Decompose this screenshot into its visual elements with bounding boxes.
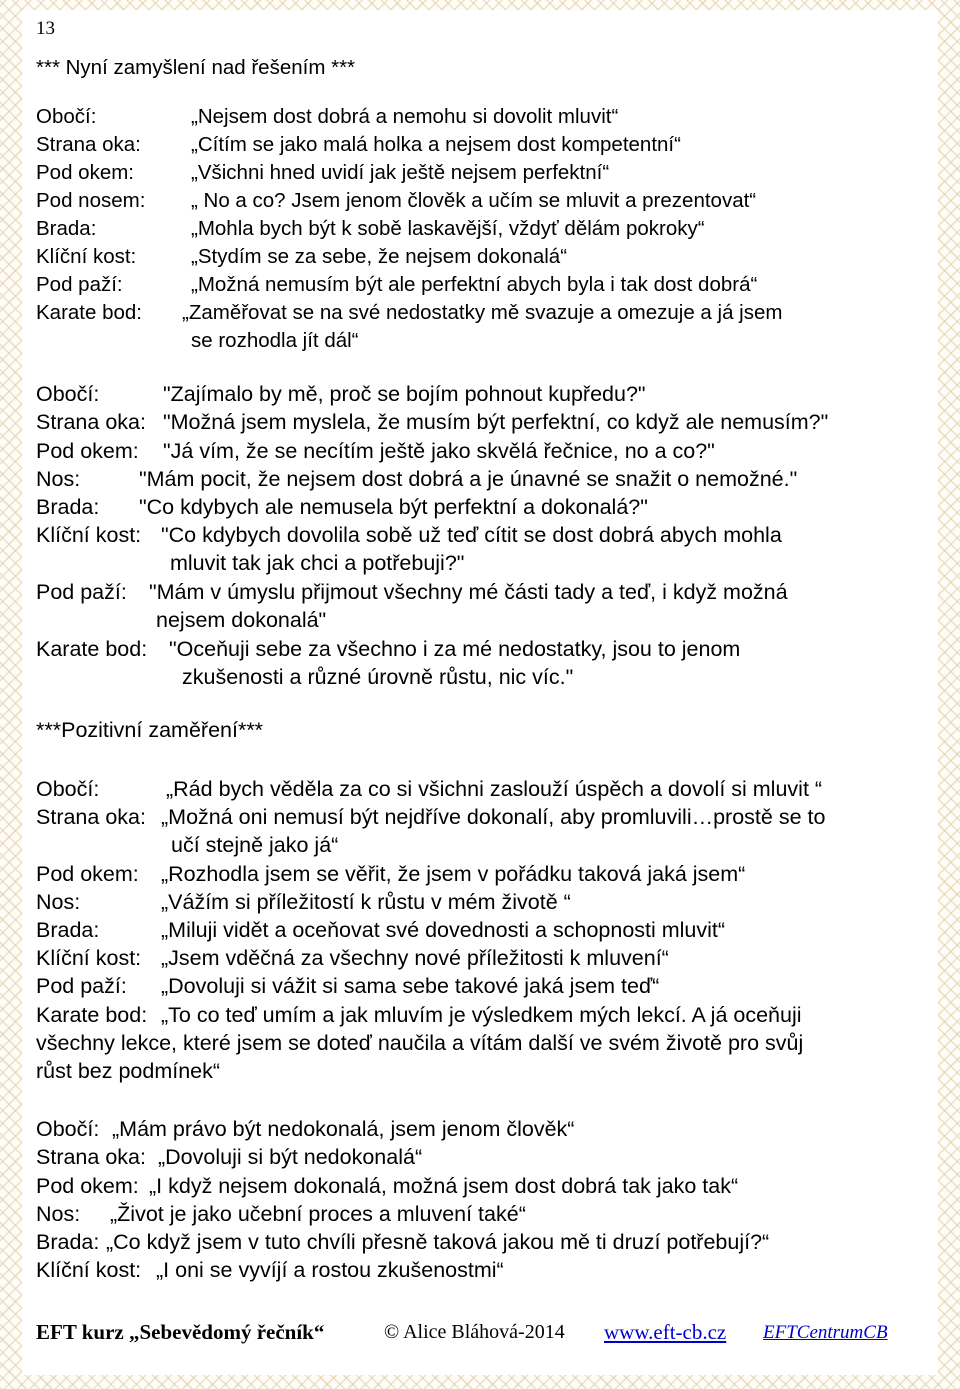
page-footer [36, 1320, 916, 1354]
affirmation-text-continued: se rozhodla jít dál“ [191, 329, 359, 352]
point-label: Nos: [36, 1202, 81, 1226]
document-page [22, 10, 938, 1375]
affirmation-text: "Zajímalo by mě, proč se bojím pohnout kupředu?" [163, 382, 646, 406]
affirmation-text-continued: nejsem dokonalá" [156, 608, 327, 632]
point-label: Nos: [36, 467, 81, 491]
point-label: Nos: [36, 890, 81, 914]
course-title: EFT kurz „Sebevědomý řečník“ [36, 1320, 325, 1344]
page-number: 13 [36, 18, 55, 39]
website-link[interactable]: www.eft-cb.cz [604, 1320, 727, 1344]
point-label: Klíční kost: [36, 245, 137, 268]
affirmation-text: „To co teď umím a jak mluvím je výsledkem mých lekcí. A já oceňuji [161, 1003, 802, 1027]
affirmation-text-continued: učí stejně jako já“ [171, 833, 339, 857]
affirmation-text: „Všichni hned uvidí jak ještě nejsem perfektní“ [191, 161, 610, 184]
point-label: Pod paží: [36, 273, 123, 296]
point-label: Obočí: [36, 105, 97, 128]
point-label: Pod nosem: [36, 189, 146, 212]
point-label: Obočí: [36, 1117, 100, 1141]
affirmation-text: „Zaměřovat se na své nedostatky mě svazuje a omezuje a já jsem [182, 301, 783, 324]
point-label: Karate bod: [36, 1003, 148, 1027]
affirmation-text-continued: růst bez podmínek“ [36, 1059, 221, 1083]
point-label: Klíční kost: [36, 1258, 142, 1282]
point-label: Pod okem: [36, 439, 139, 463]
point-label: Pod okem: [36, 1174, 139, 1198]
affirmation-text: „Možná oni nemusí být nejdříve dokonalí, aby promluvili…prostě se to [161, 805, 826, 829]
affirmation-text-continued: všechny lekce, které jsem se doteď naučila a vítám další ve svém životě pro svůj [36, 1031, 804, 1055]
point-label: Brada: [36, 918, 100, 942]
point-label: Strana oka: [36, 133, 141, 156]
affirmation-text: "Možná jsem myslela, že musím být perfektní, co když ale nemusím?" [163, 410, 829, 434]
affirmation-text: "Já vím, že se necítím ještě jako skvělá řečnice, no a co?" [163, 439, 715, 463]
section-heading-positive: ***Pozitivní zaměření*** [36, 718, 264, 742]
point-label: Obočí: [36, 382, 100, 406]
affirmation-text-continued: mluvit tak jak chci a potřebuji?" [170, 551, 465, 575]
affirmation-text: „Mám právo být nedokonalá, jsem jenom člověk“ [112, 1117, 575, 1141]
facebook-link[interactable]: EFTCentrumCB [763, 1322, 888, 1343]
affirmation-text: „Mohla bych být k sobě laskavější, vždyť dělám pokroky“ [191, 217, 705, 240]
section-heading-solution: *** Nyní zamyšlení nad řešením *** [36, 56, 356, 79]
affirmation-text: „Nejsem dost dobrá a nemohu si dovolit mluvit“ [191, 105, 619, 128]
affirmation-text: „Cítím se jako malá holka a nejsem dost kompetentní“ [191, 133, 681, 156]
affirmation-text: „ No a co? Jsem jenom člověk a učím se mluvit a prezentovat“ [191, 189, 757, 212]
point-label: Strana oka: [36, 1145, 146, 1169]
point-label: Karate bod: [36, 637, 148, 661]
affirmation-text: "Co kdybych ale nemusela být perfektní a dokonalá?" [139, 495, 648, 519]
affirmation-text: „Možná nemusím být ale perfektní abych byla i tak dost dobrá“ [191, 273, 758, 296]
point-label: Brada: [36, 217, 97, 240]
affirmation-text: "Oceňuji sebe za všechno i za mé nedostatky, jsou to jenom [169, 637, 741, 661]
affirmation-text: „Miluji vidět a oceňovat své dovednosti a schopnosti mluvit“ [161, 918, 726, 942]
affirmation-text: „Co když jsem v tuto chvíli přesně taková jakou mě ti druzí potřebují?“ [106, 1230, 770, 1254]
point-label: Pod okem: [36, 862, 139, 886]
affirmation-text: „Vážím si příležitostí k růstu v mém životě “ [161, 890, 571, 914]
affirmation-text: "Mám pocit, že nejsem dost dobrá a je únavné se snažit o nemožné." [139, 467, 798, 491]
affirmation-text: „I když nejsem dokonalá, možná jsem dost dobrá tak jako tak“ [149, 1174, 739, 1198]
point-label: Karate bod: [36, 301, 142, 324]
affirmation-text: "Co kdybych dovolila sobě už teď cítit se dost dobrá abych mohla [161, 523, 782, 547]
affirmation-text: „Jsem vděčná za všechny nové příležitosti k mluvení“ [161, 946, 669, 970]
point-label: Strana oka: [36, 410, 146, 434]
point-label: Klíční kost: [36, 946, 142, 970]
point-label: Pod okem: [36, 161, 134, 184]
point-label: Pod paží: [36, 580, 127, 604]
affirmation-text: „Dovoluji si být nedokonalá“ [158, 1145, 423, 1169]
point-label: Brada: [36, 495, 100, 519]
affirmation-text-continued: zkušenosti a různé úrovně růstu, nic víc." [182, 665, 574, 689]
copyright-notice: © Alice Bláhová-2014 [384, 1321, 565, 1343]
point-label: Obočí: [36, 777, 100, 801]
point-label: Strana oka: [36, 805, 146, 829]
affirmation-text: „I oni se vyvíjí a rostou zkušenostmi“ [156, 1258, 504, 1282]
point-label: Pod paží: [36, 974, 127, 998]
affirmation-text: "Mám v úmyslu přijmout všechny mé části tady a teď, i když možná [149, 580, 788, 604]
affirmation-text: „Dovoluji si vážit si sama sebe takové jaká jsem teď“ [161, 974, 660, 998]
point-label: Brada: [36, 1230, 100, 1254]
point-label: Klíční kost: [36, 523, 142, 547]
affirmation-text: „Život je jako učební proces a mluvení také“ [110, 1202, 526, 1226]
affirmation-text: „Stydím se za sebe, že nejsem dokonalá“ [191, 245, 568, 268]
affirmation-text: „Rád bych věděla za co si všichni zaslouží úspěch a dovolí si mluvit “ [166, 777, 823, 801]
affirmation-text: „Rozhodla jsem se věřit, že jsem v pořádku taková jaká jsem“ [161, 862, 746, 886]
